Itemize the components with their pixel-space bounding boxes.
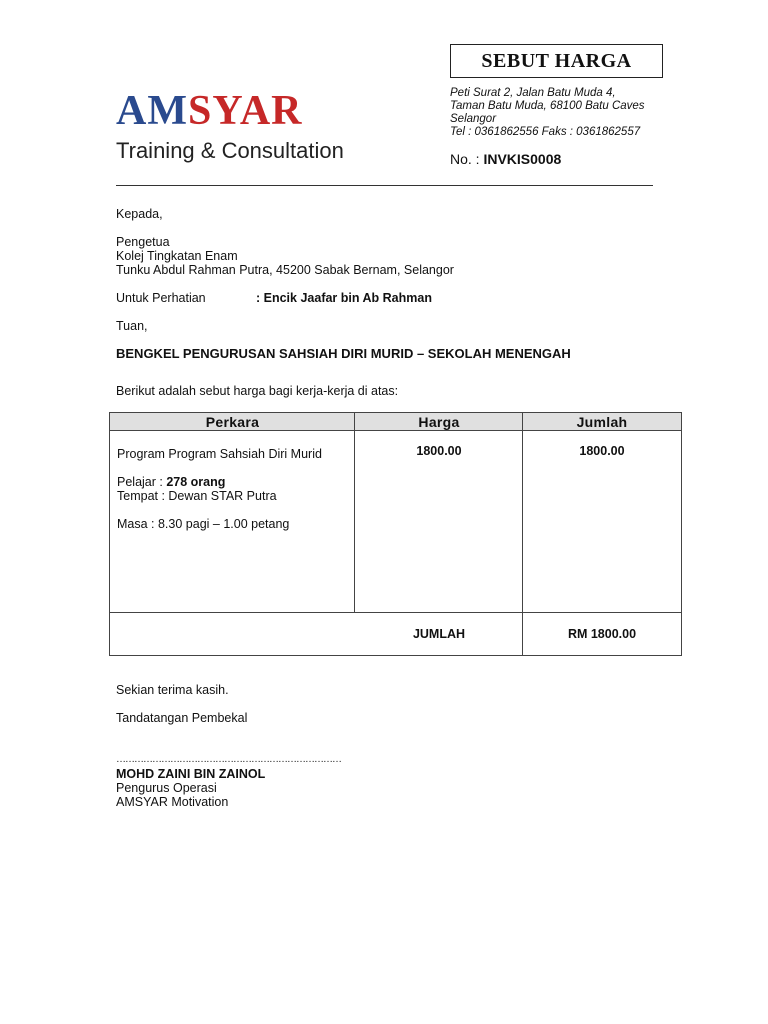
recipient-institution: Kolej Tingkatan Enam <box>116 249 238 263</box>
attention-label: Untuk Perhatian <box>116 291 206 305</box>
recipient-address: Tunku Abdul Rahman Putra, 45200 Sabak Bernam, Selangor <box>116 263 454 277</box>
attention-value: : Encik Jaafar bin Ab Rahman <box>256 291 432 305</box>
signature-line: ………………………………………………………………… <box>116 754 341 765</box>
contact-line: Tel : 0361862556 Faks : 0361862557 <box>450 126 641 138</box>
item-harga: 1800.00 <box>416 444 462 458</box>
recipient-title: Pengetua <box>116 235 170 249</box>
company-address <box>450 87 680 139</box>
header-divider <box>116 185 653 186</box>
item-jumlah: 1800.00 <box>579 444 625 458</box>
address-line: Peti Surat 2, Jalan Batu Muda 4, <box>450 87 616 99</box>
header-jumlah: Jumlah <box>523 413 681 431</box>
item-pelajar <box>117 475 225 489</box>
total-value: RM 1800.00 <box>567 627 637 641</box>
signatory-company: AMSYAR Motivation <box>116 795 229 809</box>
header-harga: Harga <box>355 413 523 431</box>
pelajar-label: Pelajar : <box>117 475 163 489</box>
document-number-label: No. : <box>450 151 480 167</box>
intro-text: Berikut adalah sebut harga bagi kerja-kerja di atas: <box>116 384 399 398</box>
row-divider <box>110 612 681 613</box>
subject-line: BENGKEL PENGURUSAN SAHSIAH DIRI MURID – SEKOLAH MENENGAH <box>116 346 571 361</box>
document-number-value: INVKIS0008 <box>483 151 562 167</box>
address-line: Taman Batu Muda, 68100 Batu Caves <box>450 100 645 112</box>
column-divider <box>354 413 355 613</box>
quotation-table <box>109 412 682 656</box>
pelajar-value: 278 orang <box>166 475 226 489</box>
signature-label: Tandatangan Pembekal <box>116 711 248 725</box>
closing-thanks: Sekian terima kasih. <box>116 683 229 697</box>
company-logo <box>116 90 302 132</box>
salutation-to: Kepada, <box>116 207 163 221</box>
header-perkara: Perkara <box>110 413 355 431</box>
item-tempat: Tempat : Dewan STAR Putra <box>117 489 277 503</box>
address-line: Selangor <box>450 113 497 125</box>
item-masa: Masa : 8.30 pagi – 1.00 petang <box>117 517 290 531</box>
document-number <box>450 151 561 167</box>
signatory-position: Pengurus Operasi <box>116 781 217 795</box>
greeting: Tuan, <box>116 319 148 333</box>
signatory-name: MOHD ZAINI BIN ZAINOL <box>116 767 266 781</box>
company-tagline: Training & Consultation <box>116 138 344 163</box>
logo-text-am: AM <box>116 88 188 134</box>
total-label: JUMLAH <box>412 627 466 641</box>
item-name: Program Program Sahsiah Diri Murid <box>117 447 322 461</box>
logo-text-syar: SYAR <box>187 88 303 134</box>
document-title: SEBUT HARGA <box>450 44 663 78</box>
